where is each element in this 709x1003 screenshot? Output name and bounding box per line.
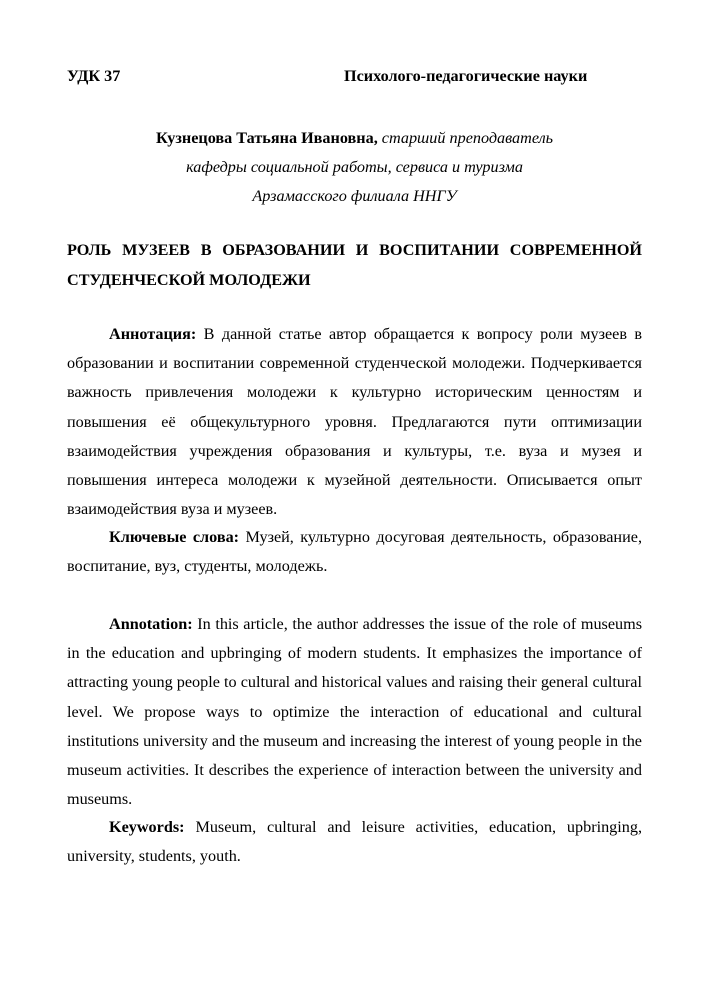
author-affiliation: Арзамасского филиала ННГУ xyxy=(252,187,457,205)
abstract-en-text: In this article, the author addresses the issue of the role of museums in the education and upbringing of modern students. It emphasizes the importance of attracting young people to cultural and historical values and raising their general cultural level. We propose ways to optimize the interaction of educational and cultural institutions university and the museum and increasing the interest of young people in the museum activities. It describes the experience of interaction between the university and museums. xyxy=(67,615,643,809)
keywords-en-text: Museum, cultural and leisure activities, education, upbringing, university, students, youth. xyxy=(67,818,642,866)
keywords-ru-label: Ключевые слова: xyxy=(109,528,240,546)
keywords-ru-text: Музей, культурно досуговая деятельность, образование, воспитание, вуз, студенты, молодежь. xyxy=(67,528,642,576)
keywords-en-label: Keywords: xyxy=(109,818,185,836)
author-line xyxy=(67,124,642,153)
keywords-en xyxy=(67,813,642,871)
section-name: Психолого-педагогические науки xyxy=(344,67,588,85)
abstract-ru-text: В данной статье автор обращается к вопросу роли музеев в образовании и воспитании современной студенческой молодежи. Подчеркивается важность привлечения молодежи к культурно историческим ценностям и повышения её общекультурного уровня. Предлагаются пути оптимизации взаимодействия учреждения образования и культуры, т.е. вуза и музея и повышения интереса молодежи к музейной деятельности. Описывается опыт взаимодействия вуза и музеев. xyxy=(67,325,642,519)
author-block xyxy=(67,124,642,211)
author-name: Кузнецова Татьяна Ивановна, xyxy=(155,129,378,147)
article-title: РОЛЬ МУЗЕЕВ В ОБРАЗОВАНИИ И ВОСПИТАНИИ СОВРЕМЕННОЙ СТУДЕНЧЕСКОЙ МОЛОДЕЖИ xyxy=(67,241,642,289)
author-position: старший преподаватель xyxy=(381,129,554,147)
abstract-en-label: Annotation: xyxy=(109,615,193,633)
paper-page xyxy=(67,0,642,1003)
author-department: кафедры социальной работы, сервиса и туризма xyxy=(186,158,523,176)
abstract-en xyxy=(67,610,642,814)
udk-code: УДК 37 xyxy=(67,67,121,85)
keywords-ru xyxy=(67,523,642,581)
abstract-ru xyxy=(67,320,642,524)
abstract-ru-label: Аннотация: xyxy=(109,325,197,343)
